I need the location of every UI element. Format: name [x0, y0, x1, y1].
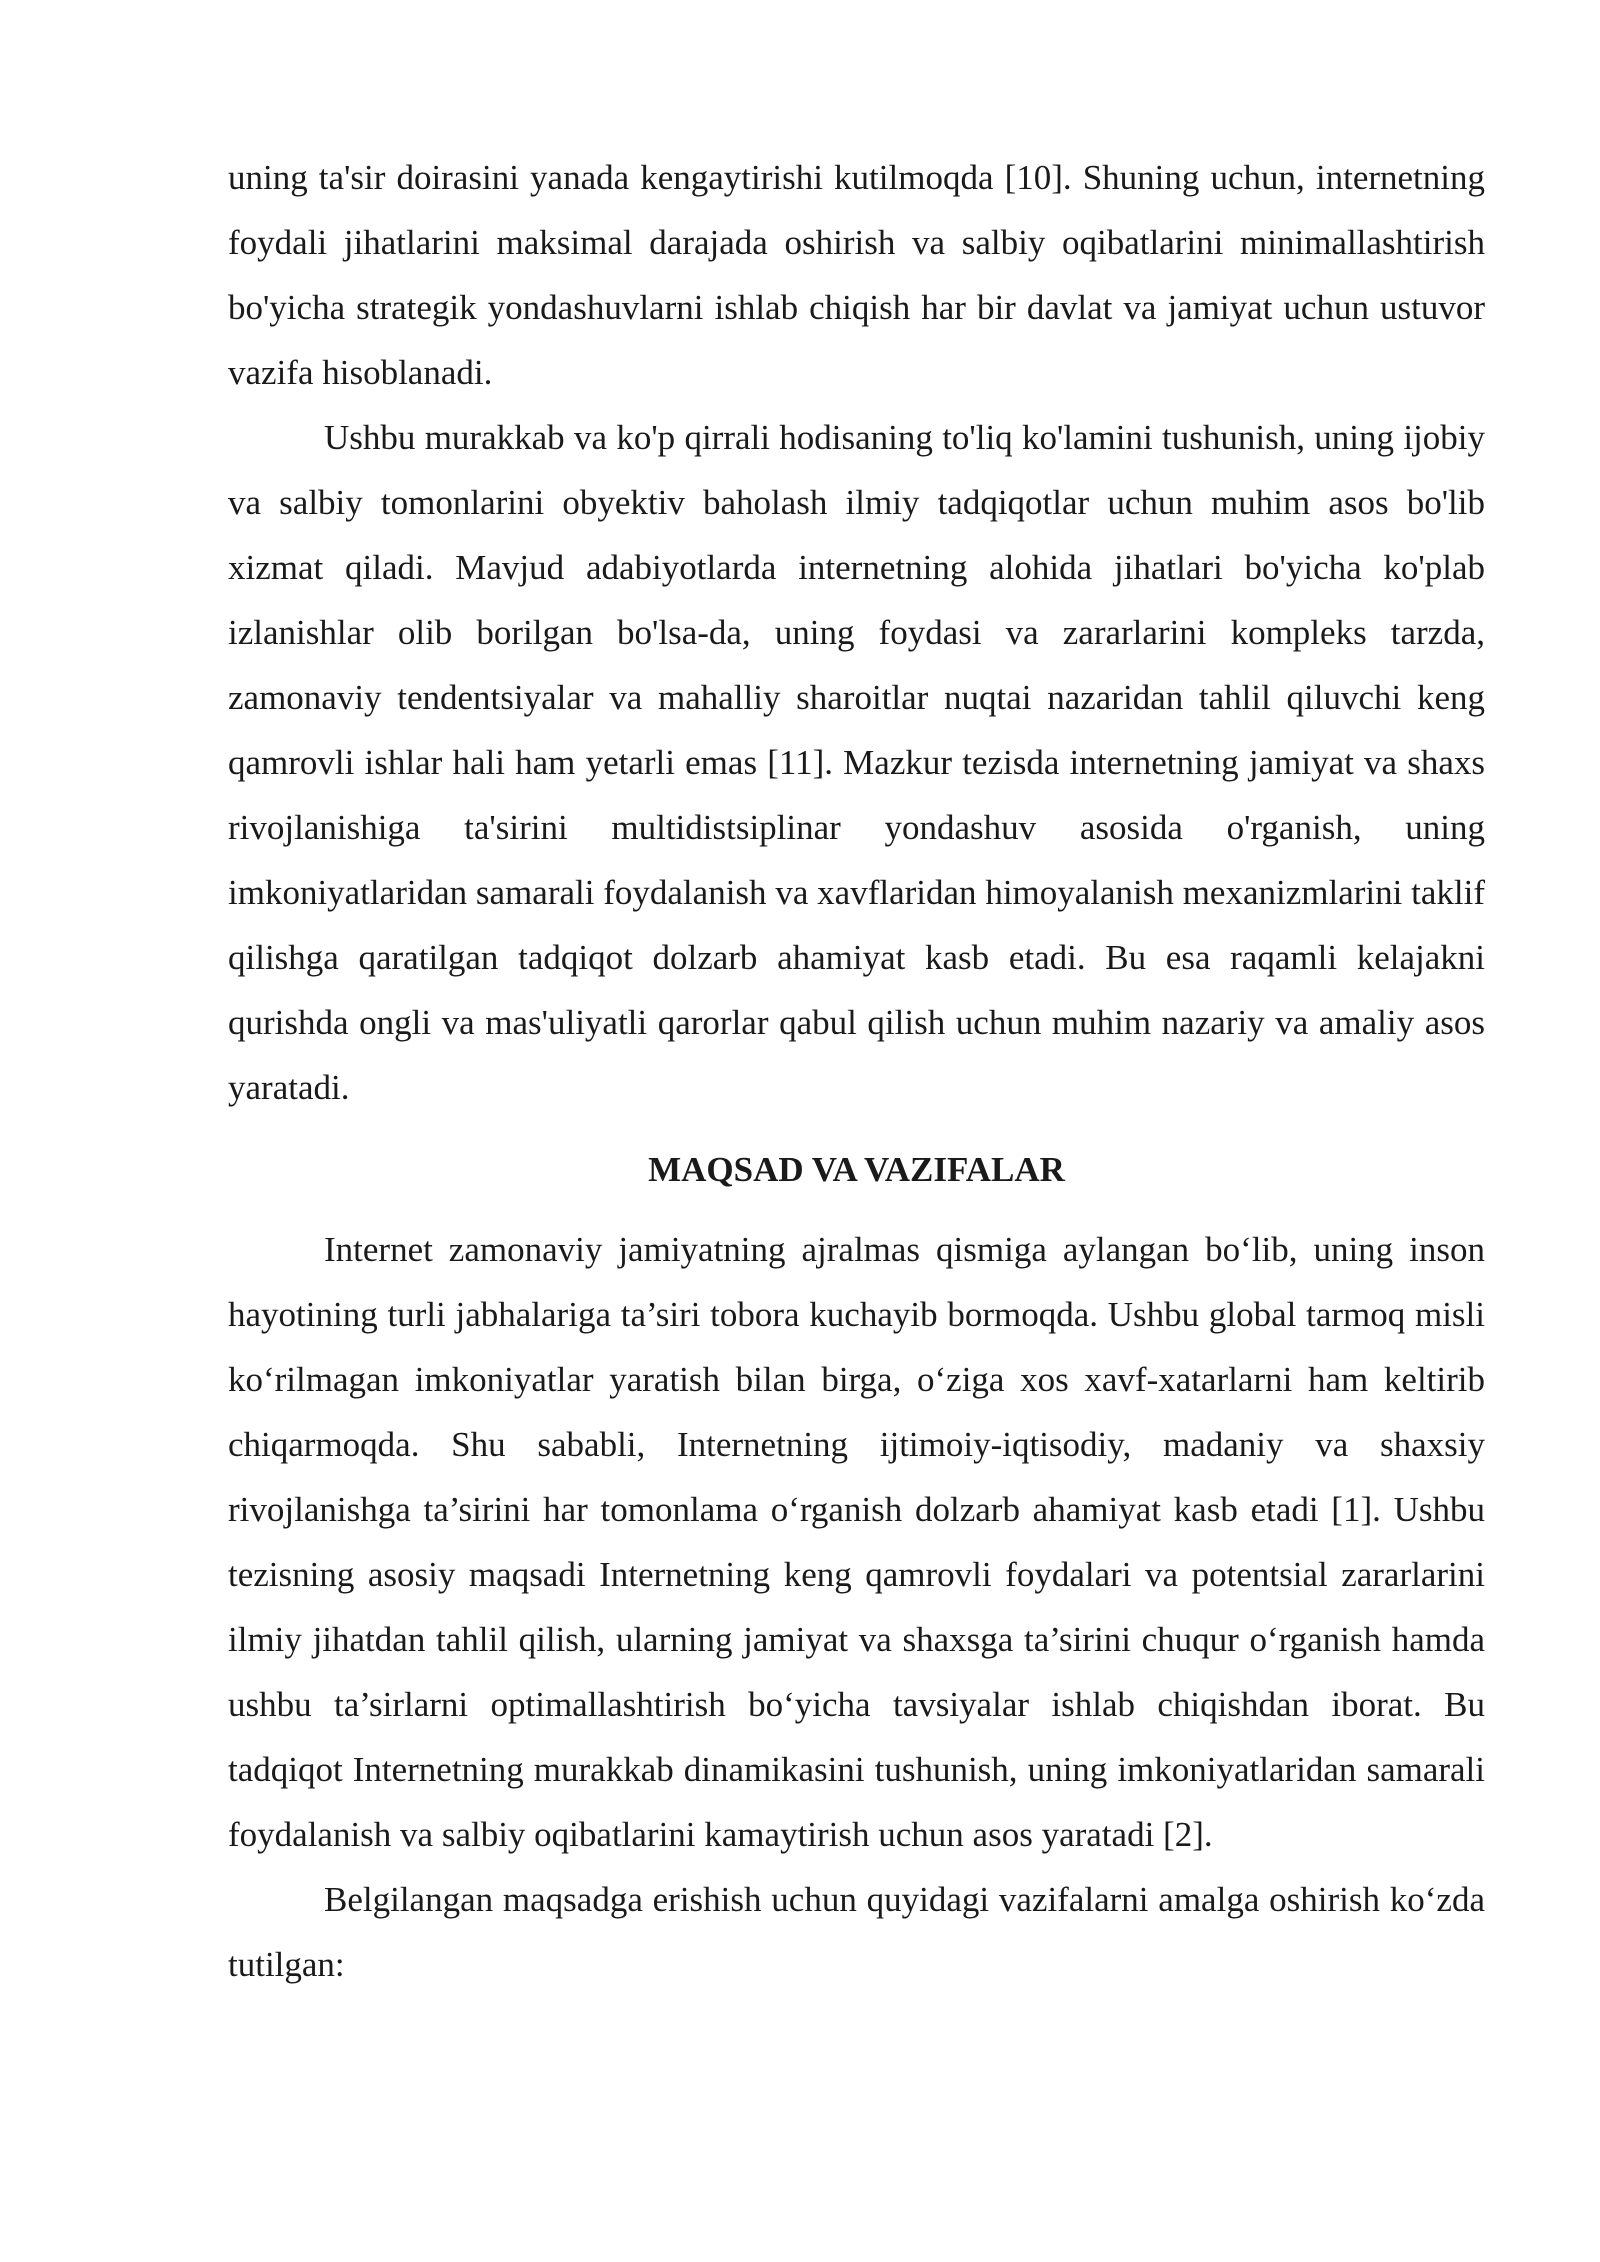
section-heading: MAQSAD VA VAZIFALAR [648, 1150, 1065, 1189]
paragraph-tasks-intro: Belgilangan maqsadga erishish uchun quyidagi vazifalarni amalga oshirish ko‘zda tutilgan: [228, 1880, 1485, 1984]
paragraph-purpose: Internet zamonaviy jamiyatning ajralmas qismiga aylangan bo‘lib, uning inson hayotining turli jabhalariga ta’siri tobora kuchayib bormoqda. Ushbu global tarmoq misli ko‘rilmagan imkoniyatlar yaratish bilan birga, o‘ziga xos xavf-xatarlarni ham keltirib chiqarmoqda. Shu sababli, Internetning ijtimoiy-iqtisodiy, madaniy va shaxsiy rivojlanishga ta’sirini har tomonlama o‘rganish dolzarb ahamiyat kasb etadi [1]. Ushbu tezisning asosiy maqsadi Internetning keng qamrovli foydalari va potentsial zararlarini ilmiy jihatdan tahlil qilish, ularning jamiyat va shaxsga ta’sirini chuqur o‘rganish hamda ushbu ta’sirlarni optimallashtirish bo‘yicha tavsiyalar ishlab chiqishdan iborat. Bu tadqiqot Internetning murakkab dinamikasini tushunish, uning imkoniyatlaridan samarali foydalanish va salbiy oqibatlarini kamaytirish uchun asos yaratadi [2]. [228, 1230, 1485, 1854]
paragraph-continuation: uning ta'sir doirasini yanada kengaytirishi kutilmoqda [10]. Shuning uchun, internetning foydali jihatlarini maksimal darajada oshirish va salbiy oqibatlarini minimallashtirish bo'yicha strategik yondashuvlarni ishlab chiqish har bir davlat va jamiyat uchun ustuvor vazifa hisoblanadi. [228, 158, 1485, 392]
document-body [228, 145, 1485, 1997]
paragraph-research-relevance: Ushbu murakkab va ko'p qirrali hodisaning to'liq ko'lamini tushunish, uning ijobiy va salbiy tomonlarini obyektiv baholash ilmiy tadqiqotlar uchun muhim asos bo'lib xizmat qiladi. Mavjud adabiyotlarda internetning alohida jihatlari bo'yicha ko'plab izlanishlar olib borilgan bo'lsa-da, uning foydasi va zararlarini kompleks tarzda, zamonaviy tendentsiyalar va mahalliy sharoitlar nuqtai nazaridan tahlil qiluvchi keng qamrovli ishlar hali ham yetarli emas [11]. Mazkur tezisda internetning jamiyat va shaxs rivojlanishiga ta'sirini multidistsiplinar yondashuv asosida o'rganish, uning imkoniyatlaridan samarali foydalanish va xavflaridan himoyalanish mexanizmlarini taklif qilishga qaratilgan tadqiqot dolzarb ahamiyat kasb etadi. Bu esa raqamli kelajakni qurishda ongli va mas'uliyatli qarorlar qabul qilish uchun muhim nazariy va amaliy asos yaratadi. [228, 418, 1485, 1107]
